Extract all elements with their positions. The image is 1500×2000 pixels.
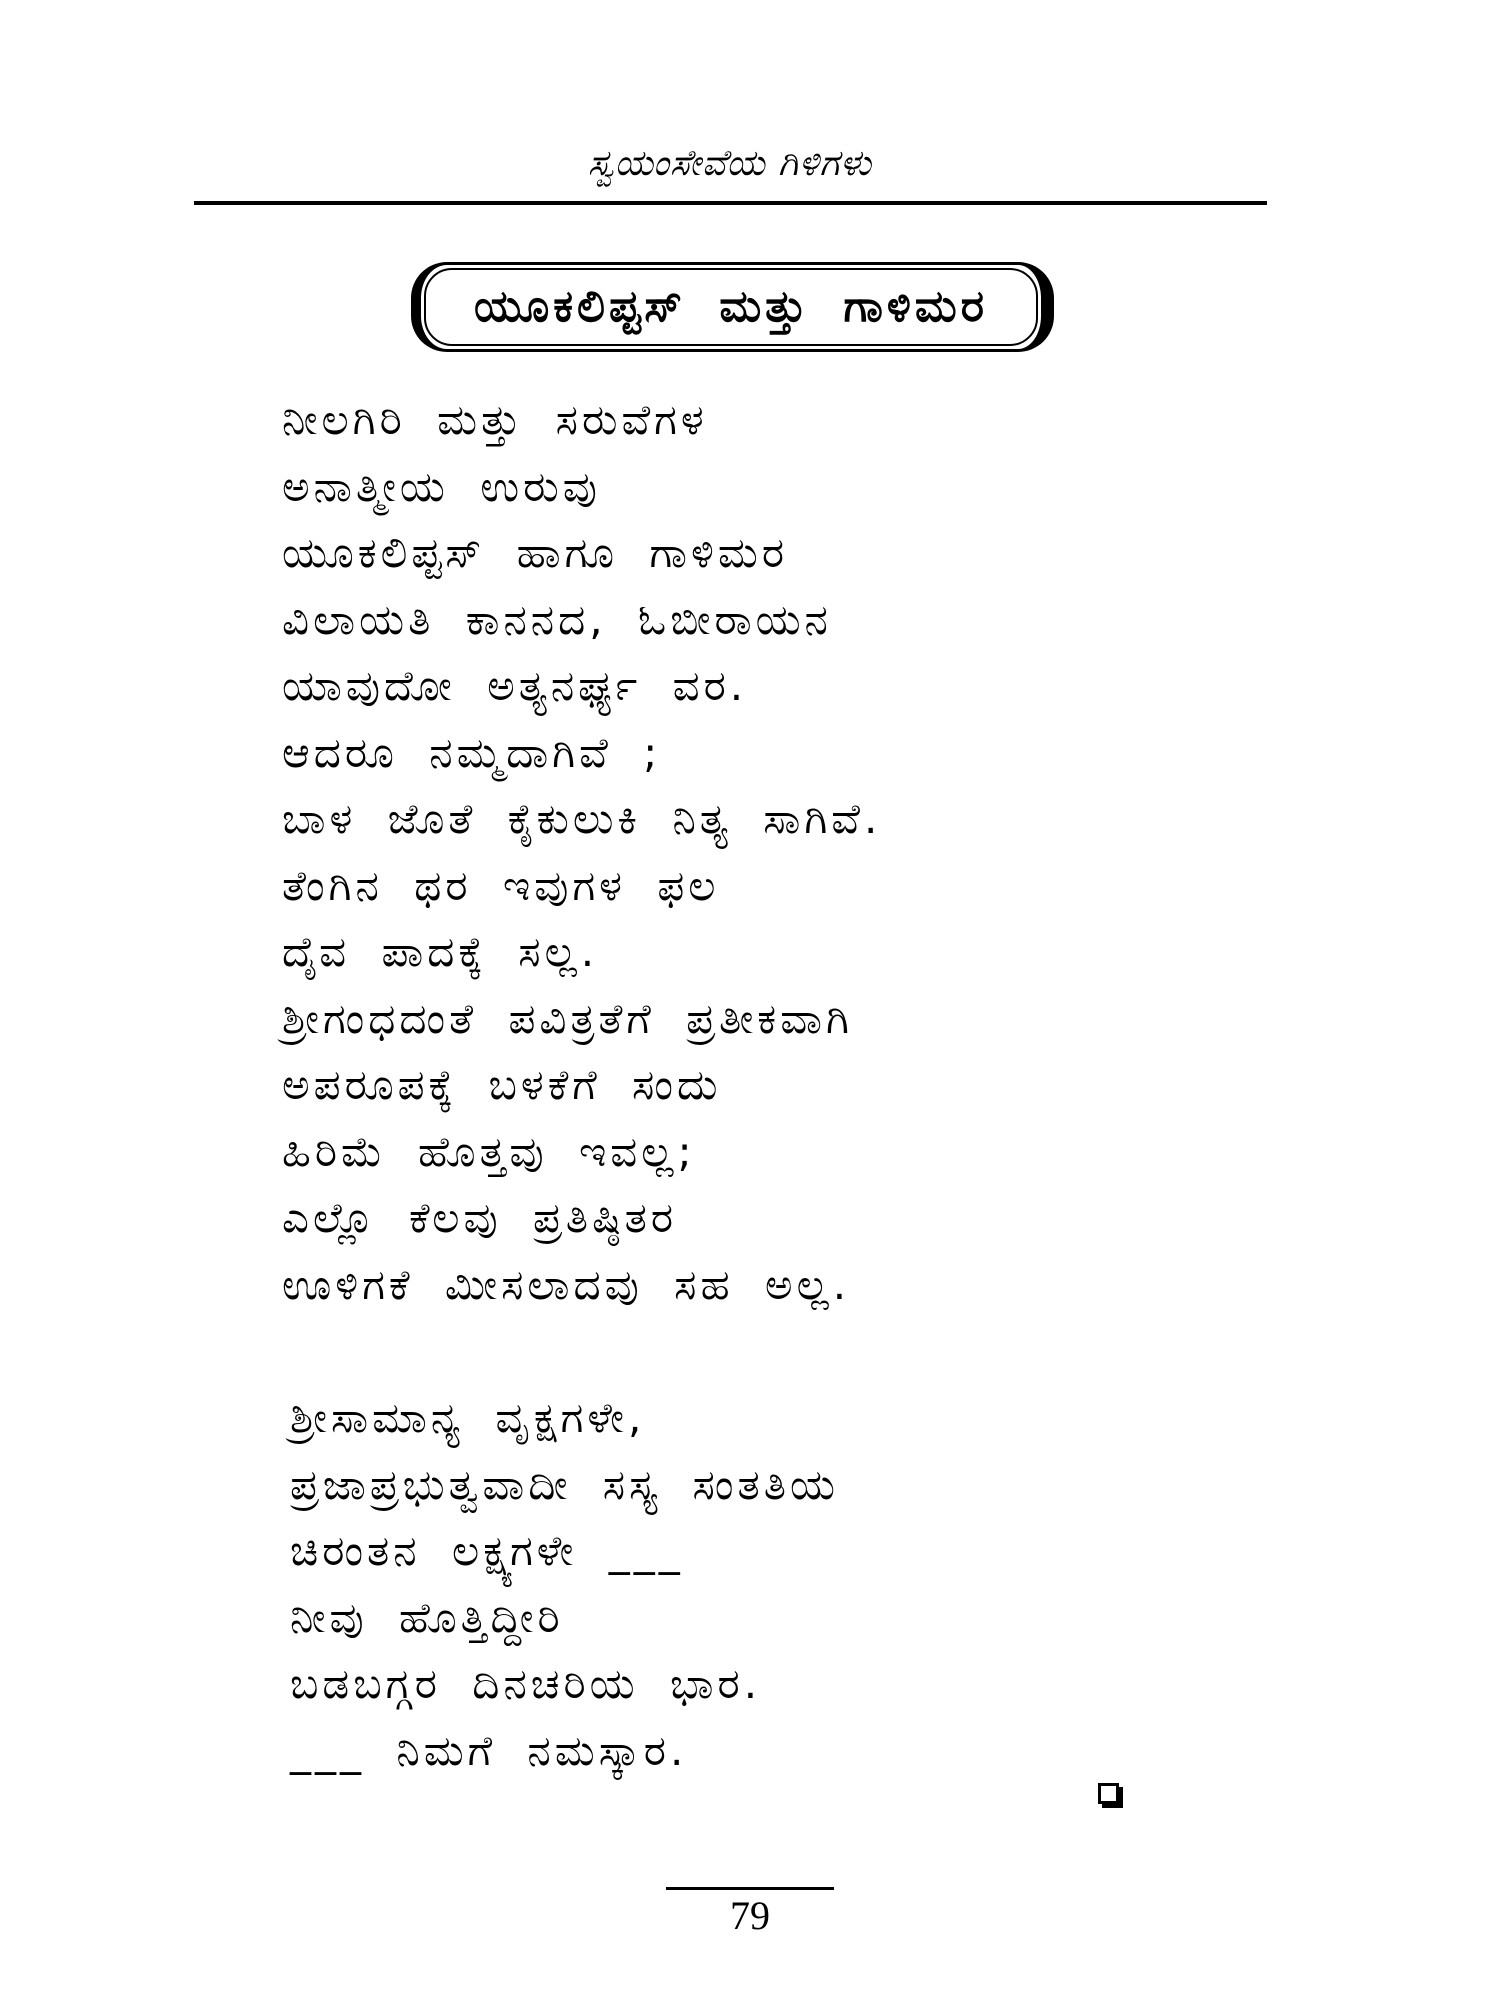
poem-line: ದೈವ ಪಾದಕ್ಕೆ ಸಲ್ಲ. [282, 927, 599, 976]
stanza [290, 1385, 839, 1784]
poem-line: ಪ್ರಜಾಪ್ರಭುತ್ವವಾದೀ ಸಸ್ಯ ಸಂತತಿಯ [290, 1459, 839, 1509]
poem-line: ಹಿರಿಮೆ ಹೊತ್ತವು ಇವಲ್ಲ; [282, 1126, 696, 1176]
poem-line: ಅಪರೂಪಕ್ಕೆ ಬಳಕೆಗೆ ಸಂದು [282, 1060, 722, 1109]
poem-line: ಶ್ರೀಗಂಧದಂತೆ ಪವಿತ್ರತೆಗೆ ಪ್ರತೀಕವಾಗಿ [282, 993, 853, 1043]
poem-line: ನೀವು ಹೊತ್ತಿದ್ದೀರಿ [290, 1592, 564, 1642]
poem-line: ಆದರೂ ನಮ್ಮದಾಗಿವೆ ; [282, 727, 662, 777]
stanza [282, 387, 881, 1318]
header-rule [194, 201, 1267, 205]
poem-line: ಬಡಬಗ್ಗರ ದಿನಚರಿಯ ಭಾರ. [290, 1659, 762, 1708]
poem-line: ___ ನಿಮಗೆ ನಮಸ್ಕಾರ. [290, 1725, 688, 1775]
poem-title: ಯೂಕಲಿಪ್ಟಸ್ ಮತ್ತು ಗಾಳಿಮರ [474, 281, 988, 332]
poem-line: ಊಳಿಗಕೆ ಮೀಸಲಾದವು ಸಹ ಅಲ್ಲ. [282, 1259, 851, 1309]
poem-line: ಎಲ್ಲೊ ಕೆಲವು ಪ್ರತಿಷ್ಠಿತರ [282, 1193, 678, 1242]
page-number: 79 [730, 1893, 770, 1938]
poem-line: ಯೂಕಲಿಪ್ಟಸ್ ಹಾಗೂ ಗಾಳಿಮರ [282, 528, 789, 577]
running-header: ಸ್ವಯಂಸೇವೆಯ ಗಿಳಿಗಳು [587, 143, 873, 184]
poem-line: ಯಾವುದೋ ಅತ್ಯನರ್ಘ್ಯ ವರ. [282, 661, 748, 710]
poem-line: ಶ್ರೀಸಾಮಾನ್ಯ ವೃಕ್ಷಗಳೇ, [290, 1393, 646, 1442]
end-mark-icon [1098, 1783, 1119, 1804]
title-inner-border [424, 268, 1038, 346]
poem-line: ಚಿರಂತನ ಲಕ್ಷ್ಯಗಳೇ ___ [290, 1526, 684, 1575]
footer-rule [666, 1887, 834, 1890]
poem-line: ವಿಲಾಯತಿ ಕಾನನದ, ಓಬೀರಾಯನ [282, 594, 832, 644]
poem-line: ತೆಂಗಿನ ಥರ ಇವುಗಳ ಫಲ [282, 860, 720, 910]
title-frame [411, 262, 1054, 352]
poem-line: ಬಾಳ ಜೊತೆ ಕೈಕುಲುಕಿ ನಿತ್ಯ ಸಾಗಿವೆ. [282, 794, 882, 843]
poem-line: ಅನಾತ್ಮೀಯ ಉರುವು [282, 461, 601, 511]
poem-line: ನೀಲಗಿರಿ ಮತ್ತು ಸರುವೆಗಳ [282, 395, 708, 444]
